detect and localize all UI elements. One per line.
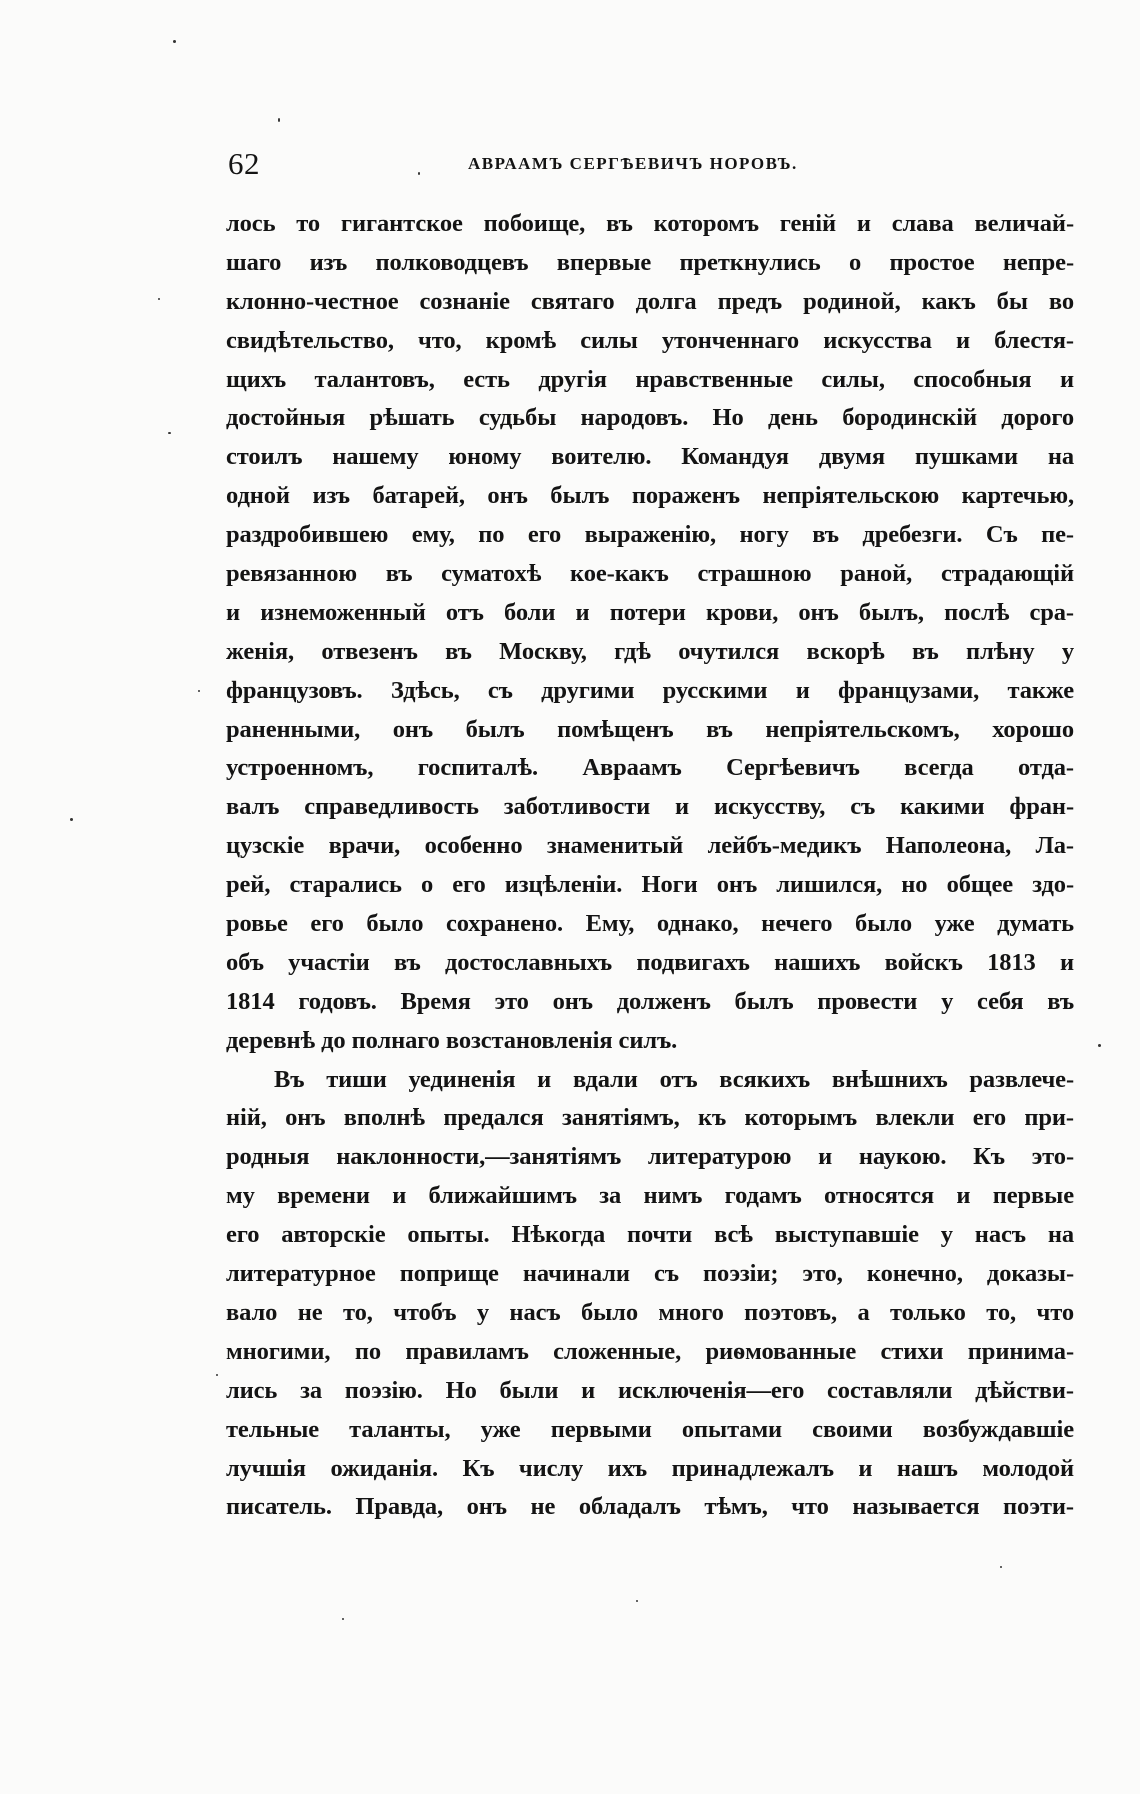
text-line: объ участіи въ достославныхъ подвигахъ нашихъ войскъ 1813 и: [226, 948, 1074, 976]
text-line: раздробившею ему, по его выраженію, ногу въ дребезги. Съ пе-: [226, 521, 1074, 549]
text-line: устроенномъ, госпиталѣ. Авраамъ Сергѣевичъ всегда отда-: [226, 754, 1074, 782]
scan-speck: [158, 298, 160, 300]
text-line: и изнеможенный отъ боли и потери крови, онъ былъ, послѣ сра-: [226, 598, 1074, 626]
scan-speck: [216, 1374, 218, 1376]
scan-speck: [342, 1618, 344, 1620]
text-line: достойныя рѣшать судьбы народовъ. Но день бородинскій дорого: [226, 404, 1074, 432]
text-line: вало не то, чтобъ у насъ было много поэтовъ, а только то, что: [226, 1298, 1074, 1326]
scan-speck: [198, 690, 200, 692]
scan-speck: [278, 118, 280, 122]
scan-speck: [418, 172, 420, 175]
paragraph-last-line: деревнѣ до полнаго возстановленія силъ.: [226, 1026, 678, 1054]
paragraph-first-line: Въ тиши уединенія и вдали отъ всякихъ внѣшнихъ развлече-: [274, 1065, 1074, 1093]
text-line: ревязанною въ суматохѣ кое-какъ страшною раной, страдающій: [226, 560, 1074, 588]
text-line: лись за поэзію. Но были и исключенія—его составляли дѣйстви-: [226, 1376, 1074, 1404]
text-line: валъ справедливость заботливости и искусству, съ какими фран-: [226, 793, 1074, 821]
body-text: [226, 205, 1074, 1527]
text-line: писатель. Правда, онъ не обладалъ тѣмъ, что называется поэти-: [226, 1493, 1074, 1521]
text-line: 1814 годовъ. Время это онъ долженъ былъ провести у себя въ: [226, 987, 1074, 1015]
text-line: лось то гигантское побоище, въ которомъ геній и слава величай-: [226, 210, 1074, 237]
scan-speck: [1098, 1044, 1101, 1047]
text-line: цузскіе врачи, особенно знаменитый лейбъ-медикъ Наполеона, Ла-: [226, 832, 1074, 860]
page-number: 62: [228, 146, 260, 181]
page-header: [228, 146, 1074, 186]
text-line: французовъ. Здѣсь, съ другими русскими и французами, также: [226, 676, 1074, 704]
text-line: стоилъ нашему юному воителю. Командуя двумя пушками на: [226, 443, 1074, 471]
text-line: многими, по правиламъ сложенные, риѳмованные стихи принима-: [226, 1337, 1074, 1365]
text-line: свидѣтельство, что, кромѣ силы утонченнаго искусства и блестя-: [226, 326, 1074, 354]
scan-speck: [636, 1600, 638, 1602]
text-line: ровье его было сохранено. Ему, однако, нечего было уже думать: [226, 910, 1074, 938]
scan-speck: [168, 432, 171, 434]
text-line: раненными, онъ былъ помѣщенъ въ непріятельскомъ, хорошо: [226, 715, 1074, 743]
text-line: рей, старались о его изцѣленіи. Ноги онъ лишился, но общее здо-: [226, 871, 1074, 899]
text-line: му времени и ближайшимъ за нимъ годамъ относятся и первые: [226, 1182, 1074, 1210]
text-line: тельные таланты, уже первыми опытами своими возбуждавшіе: [226, 1415, 1074, 1443]
scan-speck: [1000, 1566, 1002, 1568]
text-line: клонно-честное сознаніе святаго долга предъ родиной, какъ бы во: [226, 287, 1074, 315]
text-line: его авторскіе опыты. Нѣкогда почти всѣ выступавшіе у насъ на: [226, 1221, 1074, 1249]
text-line: шаго изъ полководцевъ впервые преткнулись о простое непре-: [226, 248, 1074, 276]
text-line: ній, онъ вполнѣ предался занятіямъ, къ которымъ влекли его при-: [226, 1104, 1074, 1132]
text-line: щихъ талантовъ, есть другія нравственные силы, способныя и: [226, 365, 1074, 393]
text-line: литературное поприще начинали съ поэзіи; это, конечно, доказы-: [226, 1260, 1074, 1288]
scan-speck: [70, 818, 73, 821]
scan-speck: [173, 40, 176, 43]
running-title: АВРААМЪ СЕРГѢЕВИЧЪ НОРОВЪ.: [468, 154, 798, 173]
text-line: родныя наклонности,—занятіямъ литературою и наукою. Къ это-: [226, 1143, 1074, 1171]
text-line: лучшія ожиданія. Къ числу ихъ принадлежалъ и нашъ молодой: [226, 1454, 1074, 1482]
text-line: одной изъ батарей, онъ былъ пораженъ непріятельскою картечью,: [226, 482, 1074, 510]
text-line: женія, отвезенъ въ Москву, гдѣ очутился вскорѣ въ плѣну у: [226, 637, 1074, 665]
